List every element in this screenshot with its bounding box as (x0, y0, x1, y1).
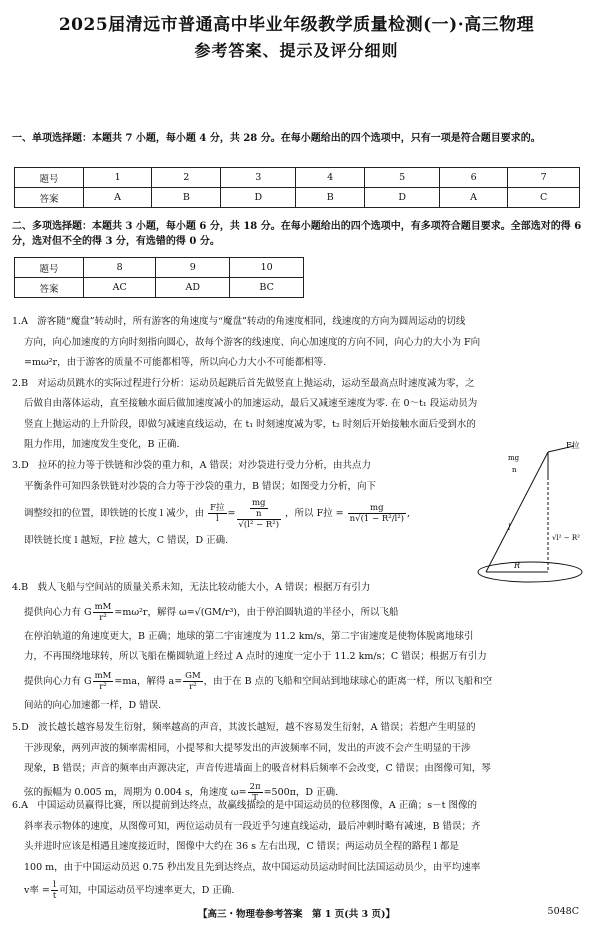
answer-cell: BC (230, 278, 304, 298)
question-number: 5 (365, 168, 440, 188)
q1-line: =mω²r，由于游客的质量不可能都相等，所以向心力大小不可能都相等. (24, 357, 327, 368)
table-row (15, 278, 304, 298)
q5-text: =500π，D 正确. (263, 786, 339, 798)
explanation-block (12, 312, 580, 456)
q3-line: 即铁链长度 l 越短，F拉 越大，C 错误，D 正确. (24, 535, 229, 546)
q3-line: 平衡条件可知四条铁链对沙袋的合力等于沙袋的重力，B 错误；如图受力分析，向下 (24, 480, 377, 492)
document-title: 2025届清远市普通高中毕业年级教学质量检测(一)·高三物理 (58, 15, 535, 35)
q6-line: 斜率表示物体的速度，从图像可知，两位运动员有一段近乎匀速直线运动，最后冲刺时略有减速，B 错误；齐 (24, 820, 481, 832)
question-number: 4 (296, 168, 365, 188)
frac-num (237, 498, 282, 520)
question-number: 7 (508, 168, 580, 188)
q5-line: 现象，B 错误；声音的频率由声源决定，声音传进墙面上的吸音材料后频率不会改变，C 错误；由图像可知，琴 (24, 763, 491, 774)
table-row (15, 188, 580, 208)
section2-answer-table (14, 257, 304, 298)
q4-line (12, 668, 580, 696)
q3-text: ，所以 F拉 = (285, 508, 344, 519)
q1-line: 方向，向心加速度的方向时刻指向圆心，故每个游客的线速度、向心加速度的方向不同，向心力的大小为 F向 (24, 336, 481, 348)
fraction (93, 602, 114, 623)
q6-text: 可知，中国运动员平均速率更大，D 正确. (59, 885, 235, 896)
r-label: R (514, 561, 521, 570)
section1-answer-table (14, 167, 580, 208)
page-footer: 【高三・物理卷参考答案 第 1 页(共 3 页)】 (198, 909, 395, 920)
fraction (208, 503, 226, 524)
q5-text: 弦的振幅为 0.005 m，周期为 0.004 s，角速度 ω= (24, 786, 247, 798)
q4-line: 间站的向心加速都一样，D 错误. (24, 699, 162, 711)
q4-text: ，由于在 B 点的飞船和空间站到地球球心的距离一样，所以飞船和空 (203, 675, 493, 687)
answer-cell: AC (84, 278, 156, 298)
q4-text: 提供向心力有 G (24, 606, 92, 618)
q6-line: 头并进时应该是相遇且速度接近时，图像中大约在 36 s 左右出现，C 错误；两运动员全程的路程 l 都是 (24, 841, 459, 852)
question-number: 9 (156, 258, 230, 278)
l-label: l (508, 523, 511, 532)
answer-cell: D (221, 188, 296, 208)
omega-formula: √(GM/r³) (194, 606, 238, 618)
q2-line: 后做自由落体运动，直至接触水面后做加速度减小的加速运动，最后又减速至速度为零. 在 0～t₁ 段运动员为 (24, 398, 478, 409)
table-row-label: 题号 (15, 168, 84, 188)
q3-block (12, 456, 462, 552)
q2-line: 阻力作用，加速度发生变化，B 正确. (24, 439, 180, 450)
frac-den: T (252, 792, 258, 803)
document-code: 5048C (547, 906, 579, 917)
answer-cell: D (365, 188, 440, 208)
force-diagram (470, 440, 586, 600)
section2-intro: 二、多项选择题：本题共 3 小题，每小题 6 分，共 18 分。在每小题给出的四个选项中，有多项符合题目要求。全部选对的得 6 分，选对但不全的得 3 分，有选错的得 0 分。 (12, 221, 582, 247)
q4-line: 力，不再围绕地球转，所以飞船在椭圆轨道上经过 A 点时的速度一定小于 11.2 km/s；C 错误；根据万有引力 (24, 651, 487, 662)
q4-line: 在停泊轨道的角速度更大，B 正确；地球的第二宇宙速度为 11.2 km/s，第二宇宙速度是使物体脱离地球引 (24, 630, 474, 642)
q6-line: 100 m，由于中国运动员迟 0.75 秒出发且先到达终点，故中国运动员运动时间比法国运动员少，由平均速率 (24, 861, 481, 873)
q4-text: 提供向心力有 G (24, 675, 92, 687)
frac-den: l (215, 514, 219, 524)
frac-den: r² (99, 612, 107, 623)
question-number: 10 (230, 258, 304, 278)
fraction (51, 880, 58, 901)
q5-line: 5.D 波长越长越容易发生衍射，频率越高的声音，其波长越短，越不容易发生衍射，A 错误；若想产生明显的 (12, 722, 476, 733)
table-row (15, 168, 580, 188)
answer-cell: B (296, 188, 365, 208)
fraction (93, 671, 114, 692)
fraction (183, 671, 203, 692)
frac-den: r² (189, 681, 197, 692)
q4-text: ，由于停泊圆轨道的半径小，所以飞船 (237, 606, 399, 618)
question-number: 3 (221, 168, 296, 188)
table-row-label: 答案 (15, 278, 84, 298)
frac-num: l (51, 880, 58, 891)
table-row-label: 答案 (15, 188, 84, 208)
fraction (237, 498, 282, 530)
frac-den: r² (99, 681, 107, 692)
answer-cell: A (440, 188, 508, 208)
frac-num: 2π (249, 781, 261, 792)
frac-num: GM (185, 670, 201, 681)
frac-den: n√(1 − R²/l²) (349, 514, 404, 524)
question-number: 1 (84, 168, 152, 188)
question-number: 2 (152, 168, 221, 188)
frac-den: √(l² − R²) (238, 519, 280, 530)
q6-text: v率 = (24, 885, 50, 896)
section1-intro: 一、单项选择题：本题共 7 小题，每小题 4 分，共 28 分。在每小题给出的四个选项中，只有一项是符合题目要求的。 (12, 133, 541, 144)
q1-line: 1.A 游客随“魔盘”转动时，所有游客的角速度与“魔盘”转动的角速度相同，线速度的方向为圆周运动的切线 (12, 316, 466, 327)
q6-block (12, 796, 580, 904)
frac-num: mM (94, 670, 112, 681)
q3-line: 调整绞扣的位置，即铁链的长度 l 减少，由 $\frac{\text{F拉}}{l}$ = $\frac{\frac{mg}{n}}{\text{√(l² − R²)}}$ ，所以 F拉 = $\frac{mg}{\text{n√(1 − R²/l²)}}$ , (24, 497, 410, 530)
q4-text: =mω²r，解得 ω= (114, 606, 195, 618)
q4-line: 4.B 载人飞船与空间站的质量关系未知，无法比较动能大小，A 错误；根据万有引力 (12, 582, 371, 593)
answer-cell: AD (156, 278, 230, 298)
frac-num: mg (252, 497, 266, 508)
q5-line: 干涉现象，两列声波的频率需相同，小提琴和大提琴发出的声波频率不同，发出的声波不会产生明显的干涉 (24, 742, 471, 754)
frac-den: n (256, 508, 262, 519)
q3-line: 3.D 拉环的拉力等于铁链和沙袋的重力和，A 错误；对沙袋进行受力分析，由共点力 (12, 460, 372, 471)
q3-text: 调整绞扣的位置，即铁链的长度 l 减少，由 (24, 508, 205, 519)
mg-label: mg (508, 454, 520, 462)
question-number: 6 (440, 168, 508, 188)
q6-line (12, 878, 580, 904)
q2-line: 竖直上抛运动的上升阶段，即做匀减速直线运动，在 t₁ 时刻速度减为零，t₂ 时刻后开始接触水面后受到水的 (24, 418, 476, 430)
frac-num: mM (94, 601, 112, 612)
n-label: n (512, 466, 517, 474)
sqrt-label: √l² − R² (552, 534, 580, 542)
q4-text: =ma，解得 a= (114, 675, 183, 687)
q2-line: 2.B 对运动员跳水的实际过程进行分析：运动员起跳后首先做竖直上抛运动，运动至最高点时速度减为零，之 (12, 377, 475, 389)
q4-line (12, 599, 464, 627)
answer-cell: A (84, 188, 152, 208)
q6-line: 6.A 中国运动员赢得比赛，所以提前到达终点，故赢线描绘的是中国运动员的位移图像，A 正确；s－t 图像的 (12, 800, 478, 811)
question-number: 8 (84, 258, 156, 278)
q5-block (12, 718, 580, 806)
answer-cell: B (152, 188, 221, 208)
table-row (15, 258, 304, 278)
answer-cell: C (508, 188, 580, 208)
force-label: F拉 (566, 441, 580, 450)
frac-num: mg (348, 503, 406, 514)
fraction (250, 498, 268, 519)
table-row-label: 题号 (15, 258, 84, 278)
frac-den: t (52, 891, 57, 901)
frac-num: F拉 (210, 503, 225, 513)
fraction (348, 503, 406, 524)
chain-line (486, 452, 548, 572)
document-subtitle: 参考答案、提示及评分细则 (194, 41, 399, 60)
